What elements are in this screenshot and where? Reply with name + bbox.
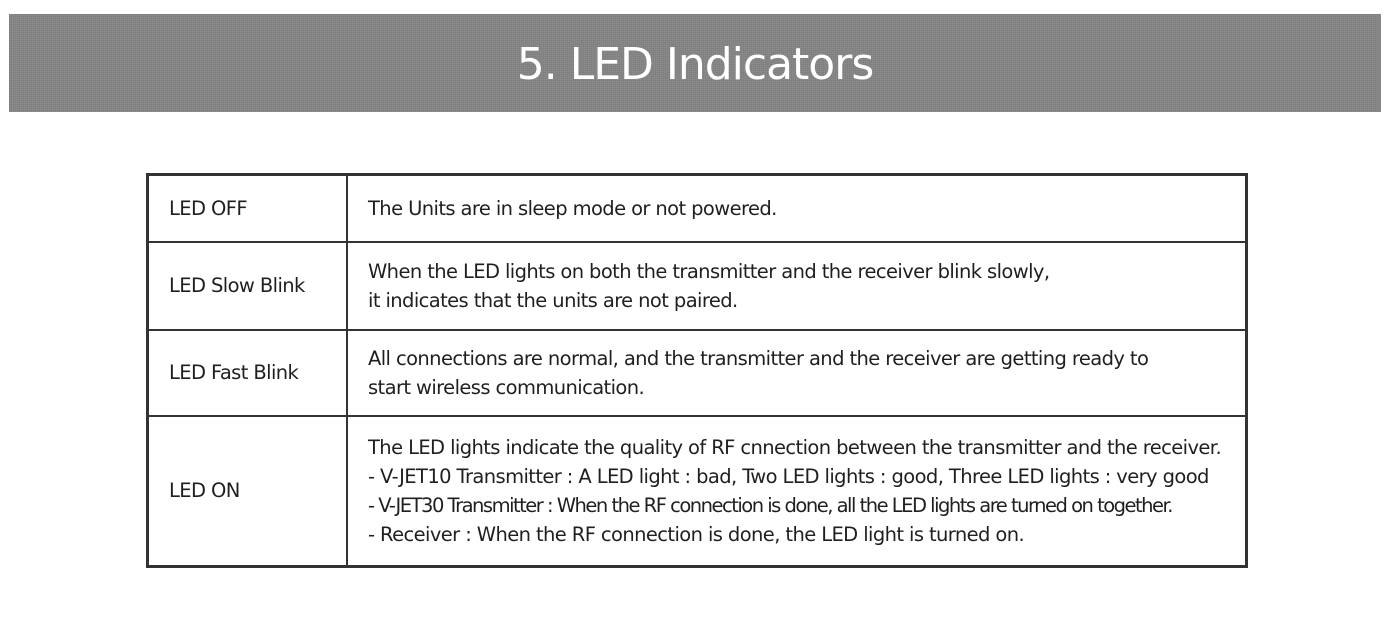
led-state-label: LED ON [148, 416, 348, 567]
description-line: - V-JET30 Transmitter : When the RF connection is done, all the LED lights are turned on together. [368, 493, 1172, 517]
led-state-description [347, 416, 1247, 567]
led-state-description [347, 330, 1247, 416]
description-line: When the LED lights on both the transmitter and the receiver blink slowly, [368, 259, 1050, 283]
table-row [148, 242, 1247, 330]
description-line: it indicates that the units are not paired. [368, 288, 738, 312]
description-line: All connections are normal, and the transmitter and the receiver are getting ready to [368, 346, 1149, 370]
table-row [148, 330, 1247, 416]
led-state-description [347, 242, 1247, 330]
description-line: start wireless communication. [368, 375, 645, 399]
section-title: 5. LED Indicators [516, 38, 874, 90]
led-state-label: LED Slow Blink [148, 242, 348, 330]
description-line: - V-JET10 Transmitter : A LED light : bad, Two LED lights : good, Three LED lights : very good [368, 464, 1209, 488]
table-row [148, 416, 1247, 567]
led-indicator-table [146, 173, 1248, 568]
description-line: - Receiver : When the RF connection is done, the LED light is turned on. [368, 522, 1025, 546]
led-state-description [347, 175, 1247, 242]
led-state-label: LED Fast Blink [148, 330, 348, 416]
description-line: The LED lights indicate the quality of RF cnnection between the transmitter and the receiver. [368, 435, 1222, 459]
table-row [148, 175, 1247, 242]
led-state-label: LED OFF [148, 175, 348, 242]
description-line: The Units are in sleep mode or not powered. [368, 196, 777, 220]
section-header-bar [9, 14, 1381, 112]
